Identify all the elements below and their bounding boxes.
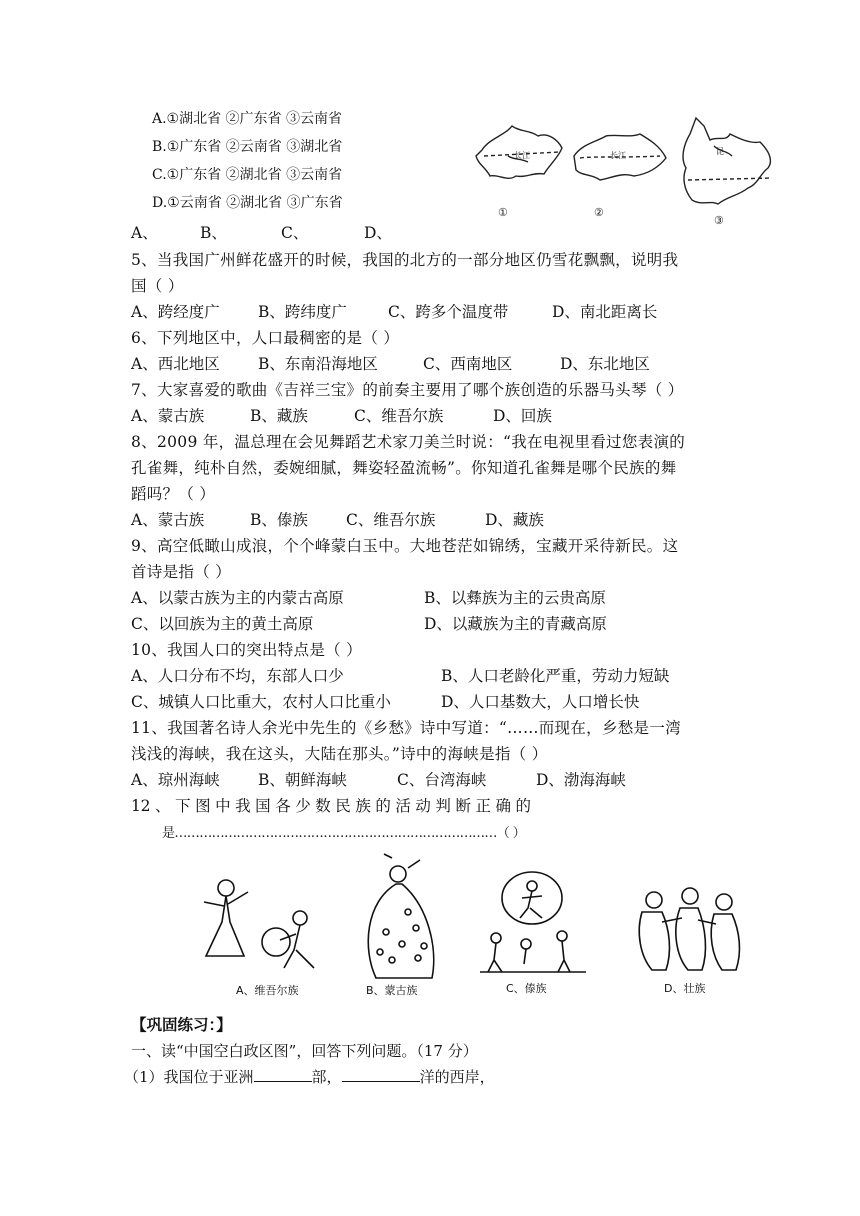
q10-option-c: C、城镇人口比重大，农村人口比重小	[131, 693, 391, 711]
q6-option-d: D、东北地区	[560, 355, 650, 373]
illustration-a-dancers	[204, 880, 314, 968]
q9-option-c: C、以回族为主的黄土高原	[131, 615, 314, 633]
caption-a: A、维吾尔族	[236, 984, 299, 997]
ethnic-activities-illustration	[196, 852, 756, 1002]
q10-stem: 10、我国人口的突出特点是（ ）	[131, 641, 362, 659]
map-label-2: ②	[594, 206, 604, 219]
province-outline-maps	[468, 112, 790, 230]
q12-stem-line2: 是……………………………………………………………………（ ）	[162, 826, 526, 841]
caption-d: D、壮族	[664, 982, 706, 995]
q8-option-b: B、傣族	[250, 511, 308, 529]
q8-option-c: C、维吾尔族	[346, 511, 436, 529]
illustration-c-scene	[480, 872, 586, 972]
practice-q1-intro: 一、读“中国空白政区图”，回答下列问题。（17 分）	[131, 1042, 478, 1060]
q8-option-d: D、藏族	[485, 511, 544, 529]
q5-option-c: C、跨多个温度带	[388, 303, 509, 321]
q8-stem-line1: 8、2009 年，温总理在会见舞蹈艺术家刀美兰时说：“我在电视里看过您表演的	[131, 433, 686, 451]
map1-inner-label: 长江	[514, 151, 530, 160]
q4-letter-a: A、	[131, 224, 158, 242]
q6-option-c: C、西南地区	[423, 355, 513, 373]
q6-stem: 6、下列地区中，人口最稠密的是（ ）	[131, 329, 400, 347]
q5-stem-line2: 国（ ）	[131, 277, 184, 295]
q9-stem-line2: 首诗是指（ ）	[131, 563, 232, 581]
practice-heading: 【巩固练习：】	[131, 1015, 232, 1034]
map3-inner-label: 昆	[716, 147, 724, 156]
q8-stem-line2: 孔雀舞，纯朴自然，委婉细腻，舞姿轻盈流畅”。你知道孔雀舞是哪个民族的舞	[131, 459, 677, 477]
q7-stem: 7、大家喜爱的歌曲《吉祥三宝》的前奏主要用了哪个族创造的乐器马头琴（ ）	[131, 381, 684, 399]
part1-text-a: （1）我国位于亚洲	[124, 1068, 254, 1086]
faded-watermark	[252, 1015, 344, 1031]
q11-option-a: A、琼州海峡	[131, 771, 220, 789]
q4-letter-b: B、	[200, 224, 227, 242]
q10-option-a: A、人口分布不均，东部人口少	[131, 667, 344, 685]
q10-option-d: D、人口基数大，人口增长快	[441, 693, 640, 711]
caption-c: C、傣族	[506, 982, 547, 995]
q8-stem-line3: 蹈吗？（ ）	[131, 485, 216, 503]
q5-option-d: D、南北距离长	[552, 303, 658, 321]
illustration-b-dancer	[368, 854, 433, 978]
q9-option-a: A、以蒙古族为主的内蒙古高原	[131, 589, 344, 607]
province-map-3	[683, 118, 770, 204]
part1-text-b: 部，	[311, 1068, 342, 1086]
q4-letter-d: D、	[364, 224, 392, 242]
q11-option-c: C、台湾海峡	[397, 771, 487, 789]
blank-region[interactable]	[254, 1067, 312, 1082]
q8-option-a: A、蒙古族	[131, 511, 205, 529]
q5-option-b: B、跨纬度广	[258, 303, 347, 321]
q9-option-b: B、以彝族为主的云贵高原	[424, 589, 606, 607]
q11-option-b: B、朝鲜海峡	[258, 771, 347, 789]
q12-stem-line1: 12 、 下 图 中 我 国 各 少 数 民 族 的 活 动 判 断 正 确 的	[131, 797, 531, 815]
q9-option-d: D、以藏族为主的青藏高原	[424, 615, 607, 633]
q11-stem-line1: 11、我国著名诗人余光中先生的《乡愁》诗中写道：“……而现在，乡愁是一湾	[131, 719, 681, 737]
q10-option-b: B、人口老龄化严重，劳动力短缺	[441, 667, 670, 685]
q4-option-c: C.①广东省 ②湖北省 ③云南省	[152, 167, 343, 183]
q9-stem-line1: 9、高空低瞰山成浪，个个峰蒙白玉中。大地苍茫如锦绣，宝藏开采待新民。这	[131, 537, 679, 555]
q7-option-b: B、藏族	[250, 407, 308, 425]
q4-option-a: A.①湖北省 ②广东省 ③云南省	[152, 111, 343, 127]
q7-option-c: C、维吾尔族	[354, 407, 444, 425]
map2-inner-label: 长江	[610, 151, 626, 160]
q4-option-d: D.①云南省 ②湖北省 ③广东省	[152, 195, 343, 211]
map-label-1: ①	[498, 206, 508, 219]
q7-option-d: D、回族	[493, 407, 552, 425]
blank-ocean[interactable]	[342, 1067, 420, 1082]
q4-option-b: B.①广东省 ②云南省 ③湖北省	[152, 139, 343, 155]
q4-letter-c: C、	[281, 224, 309, 242]
q6-option-b: B、东南沿海地区	[258, 355, 378, 373]
q11-stem-line2: 浅浅的海峡，我在这头，大陆在那头。”诗中的海峡是指（ ）	[131, 745, 548, 763]
illustration-d-dancers	[639, 888, 739, 970]
q5-stem-line1: 5、当我国广州鲜花盛开的时候，我国的北方的一部分地区仍雪花飘飘，说明我	[131, 251, 679, 269]
q5-option-a: A、跨经度广	[131, 303, 220, 321]
q7-option-a: A、蒙古族	[131, 407, 205, 425]
caption-b: B、蒙古族	[366, 984, 418, 997]
practice-q1-part1	[124, 1066, 495, 1087]
q6-option-a: A、西北地区	[131, 355, 220, 373]
map-label-3: ③	[714, 214, 724, 227]
part1-text-c: 洋的西岸，	[419, 1068, 495, 1086]
q11-option-d: D、渤海海峡	[536, 771, 626, 789]
